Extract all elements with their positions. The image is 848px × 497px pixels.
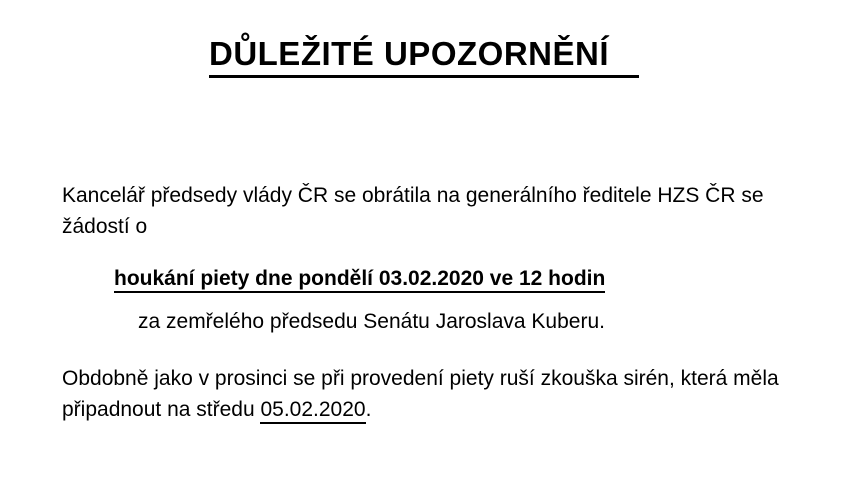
page-title-text: DŮLEŽITÉ UPOZORNĚNÍ <box>209 35 639 78</box>
page-title <box>0 34 848 74</box>
paragraph-highlight <box>62 263 786 294</box>
closing-text-before: Obdobně jako v prosinci se při provedení piety ruší zkouška sirén, která měla připadnout na středu <box>62 367 779 421</box>
paragraph-subject: za zemřelého předsedu Senátu Jaroslava Kuberu. <box>138 310 605 333</box>
paragraph-intro: Kancelář předsedy vlády ČR se obrátila na generálního ředitele HZS ČR se žádostí o <box>62 184 764 238</box>
document-body <box>62 180 786 425</box>
paragraph-closing <box>62 363 786 425</box>
closing-date: 05.02.2020 <box>260 398 365 424</box>
closing-text-after: . <box>365 398 372 421</box>
paragraph-highlight-text: houkání piety dne pondělí 03.02.2020 ve 12 hodin <box>114 267 605 293</box>
